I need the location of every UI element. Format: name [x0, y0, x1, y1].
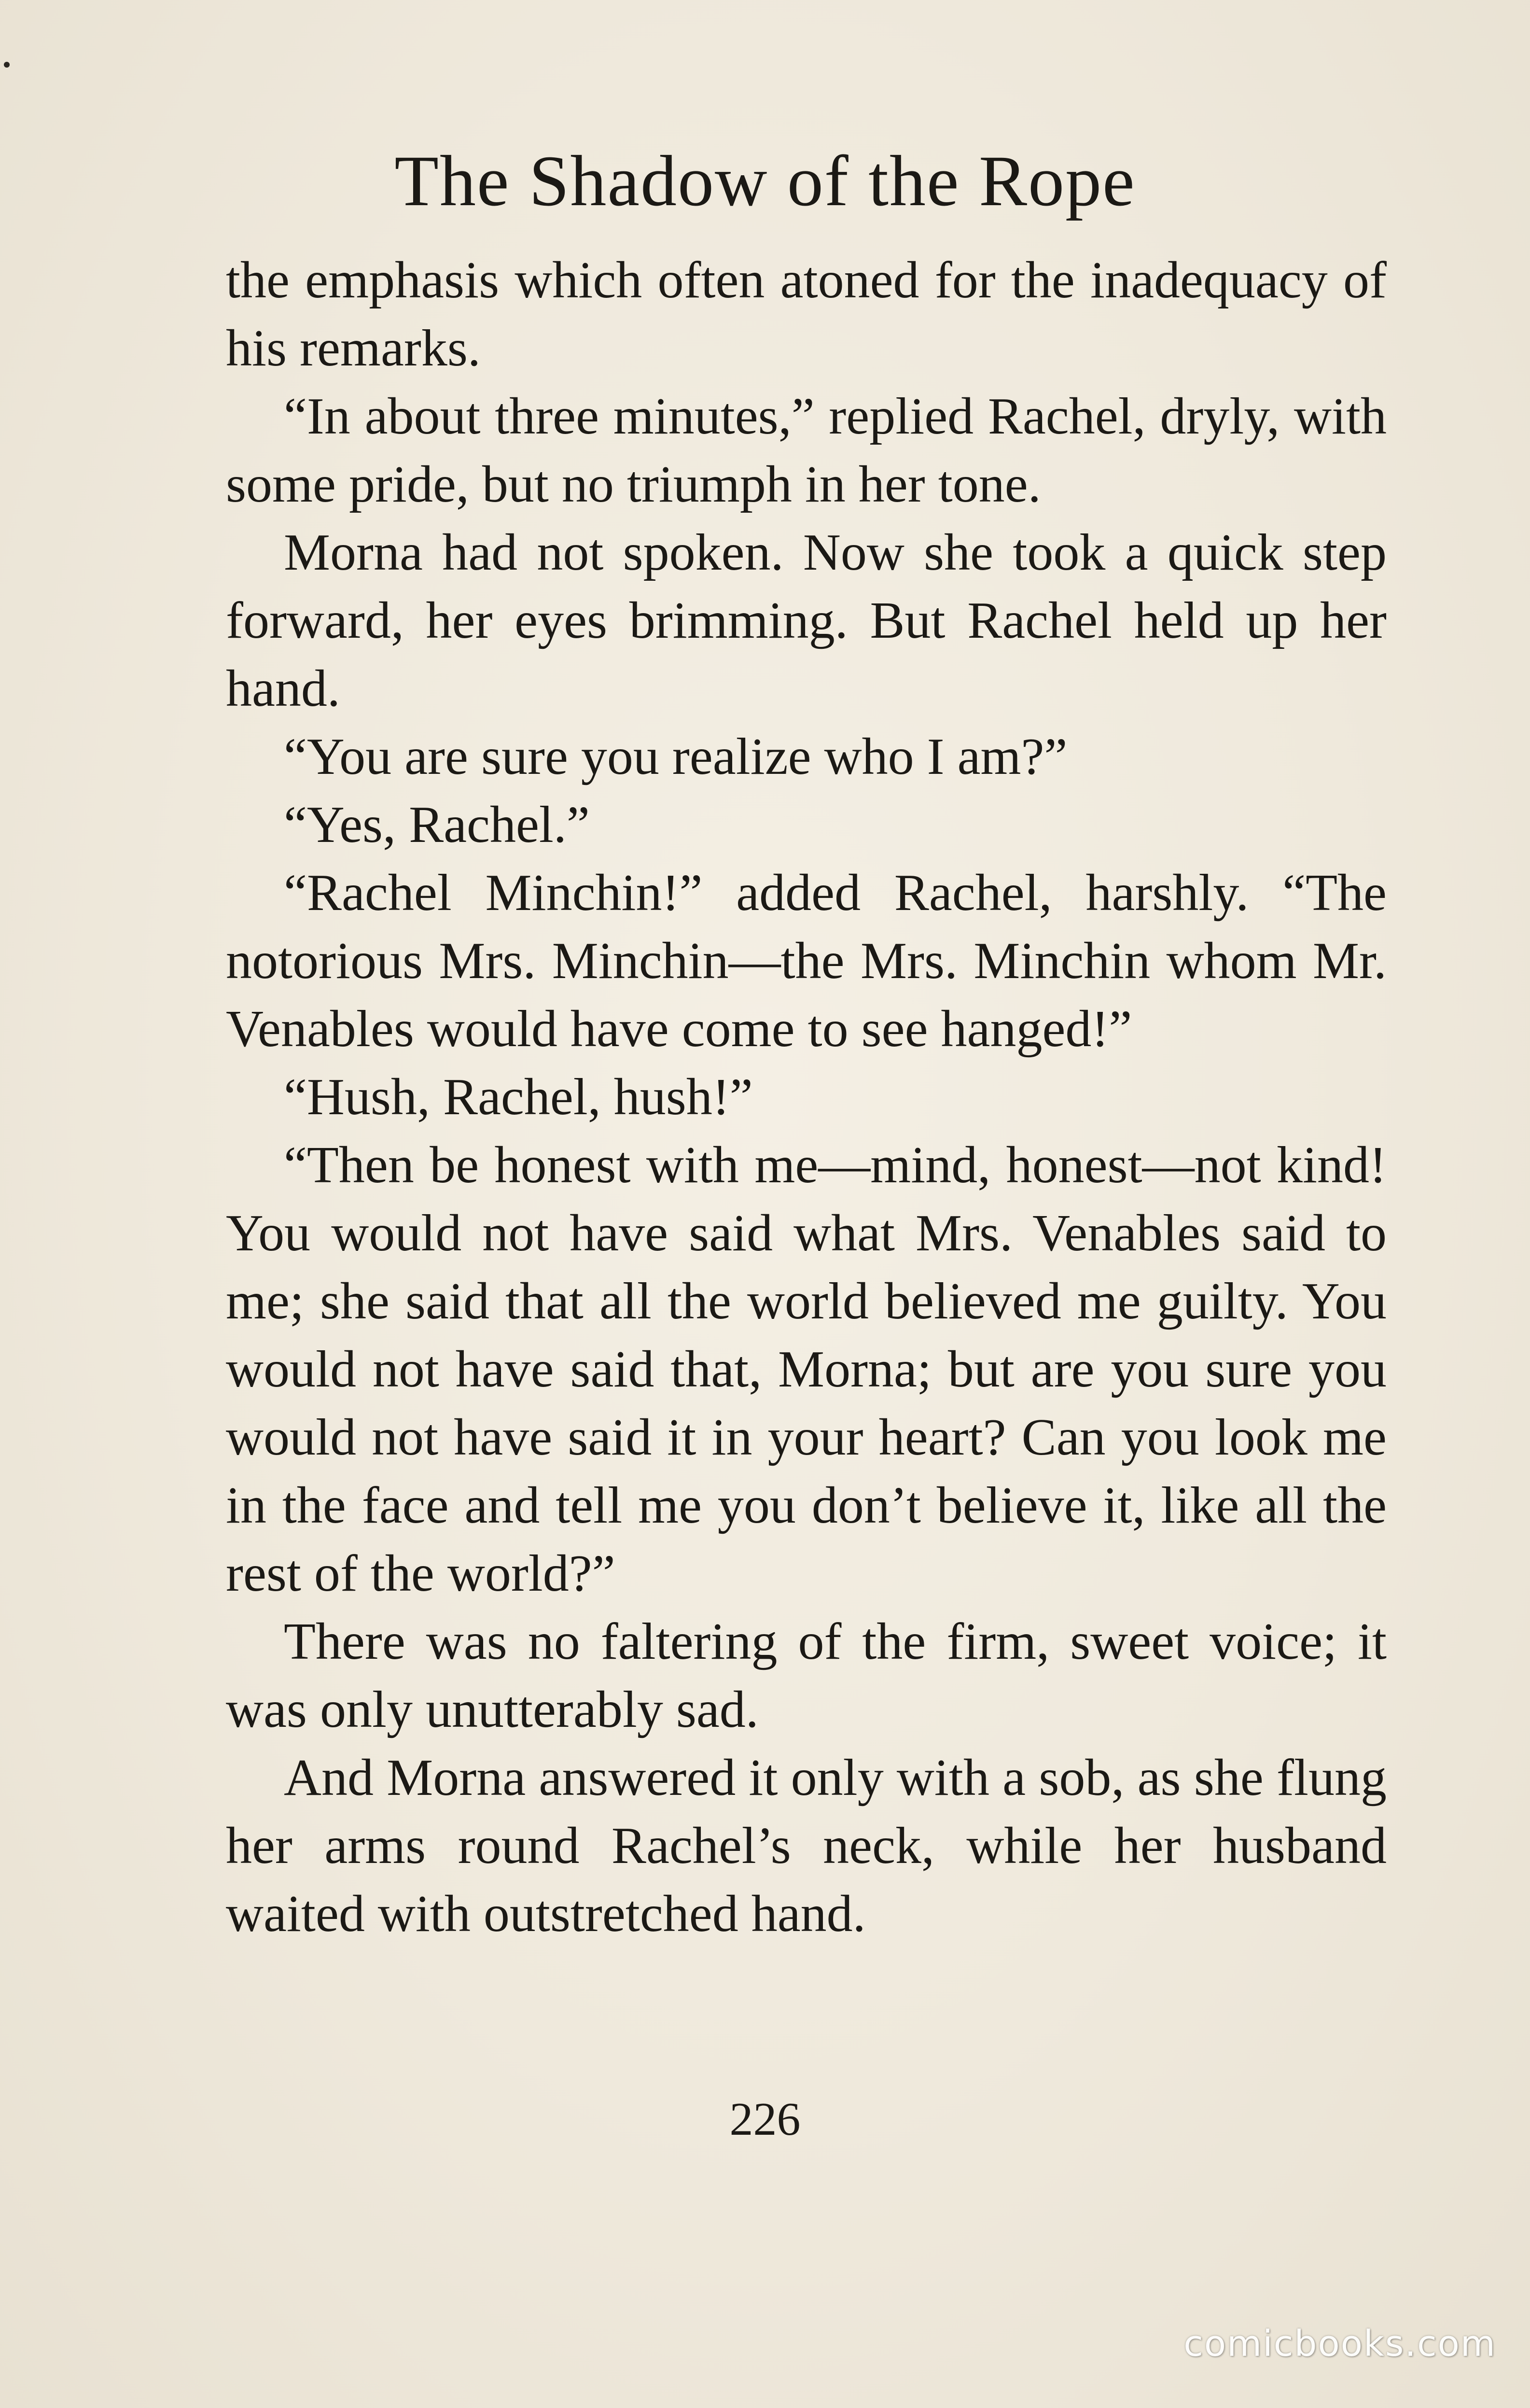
paragraph-6: “Rachel Minchin!” added Rachel, harshly. “The notorious Mrs. Minchin—the Mrs. Minchin whom Mr. Venables would have come to see hanged!”: [226, 864, 1387, 1058]
paragraph-10: And Morna answered it only with a sob, as she flung her arms round Rachel’s neck, while her husband waited with outstretched hand.: [226, 1749, 1387, 1943]
paragraph-2: “In about three minutes,” replied Rachel, dryly, with some pride, but no triumph in her tone.: [226, 388, 1387, 513]
paragraph-3: Morna had not spoken. Now she took a quick step forward, her eyes brimming. But Rachel held up her hand.: [226, 524, 1387, 717]
ink-speck: [4, 62, 10, 68]
paragraph-8: “Then be honest with me—mind, honest—not kind! You would not have said what Mrs. Venables said to me; she said that all the world believed me guilty. You would not have said that, Morna; but are you sure you would not have said it in your heart? Can you look me in the face and tell me you don’t believe it, like all the rest of the world?”: [226, 1136, 1387, 1602]
running-head: The Shadow of the Rope: [394, 141, 1136, 221]
page-number: 226: [729, 2093, 801, 2145]
paragraph-4: “You are sure you realize who I am?”: [284, 728, 1068, 785]
paragraph-7: “Hush, Rachel, hush!”: [284, 1068, 753, 1126]
body-text: [226, 246, 1387, 1948]
paragraph-9: There was no faltering of the firm, sweet voice; it was only unutterably sad.: [226, 1613, 1387, 1738]
paragraph-5: “Yes, Rachel.”: [284, 796, 590, 854]
watermark: comicbooks.com: [1183, 2323, 1496, 2365]
paragraph-1: the emphasis which often atoned for the inadequacy of his remarks.: [226, 252, 1387, 377]
